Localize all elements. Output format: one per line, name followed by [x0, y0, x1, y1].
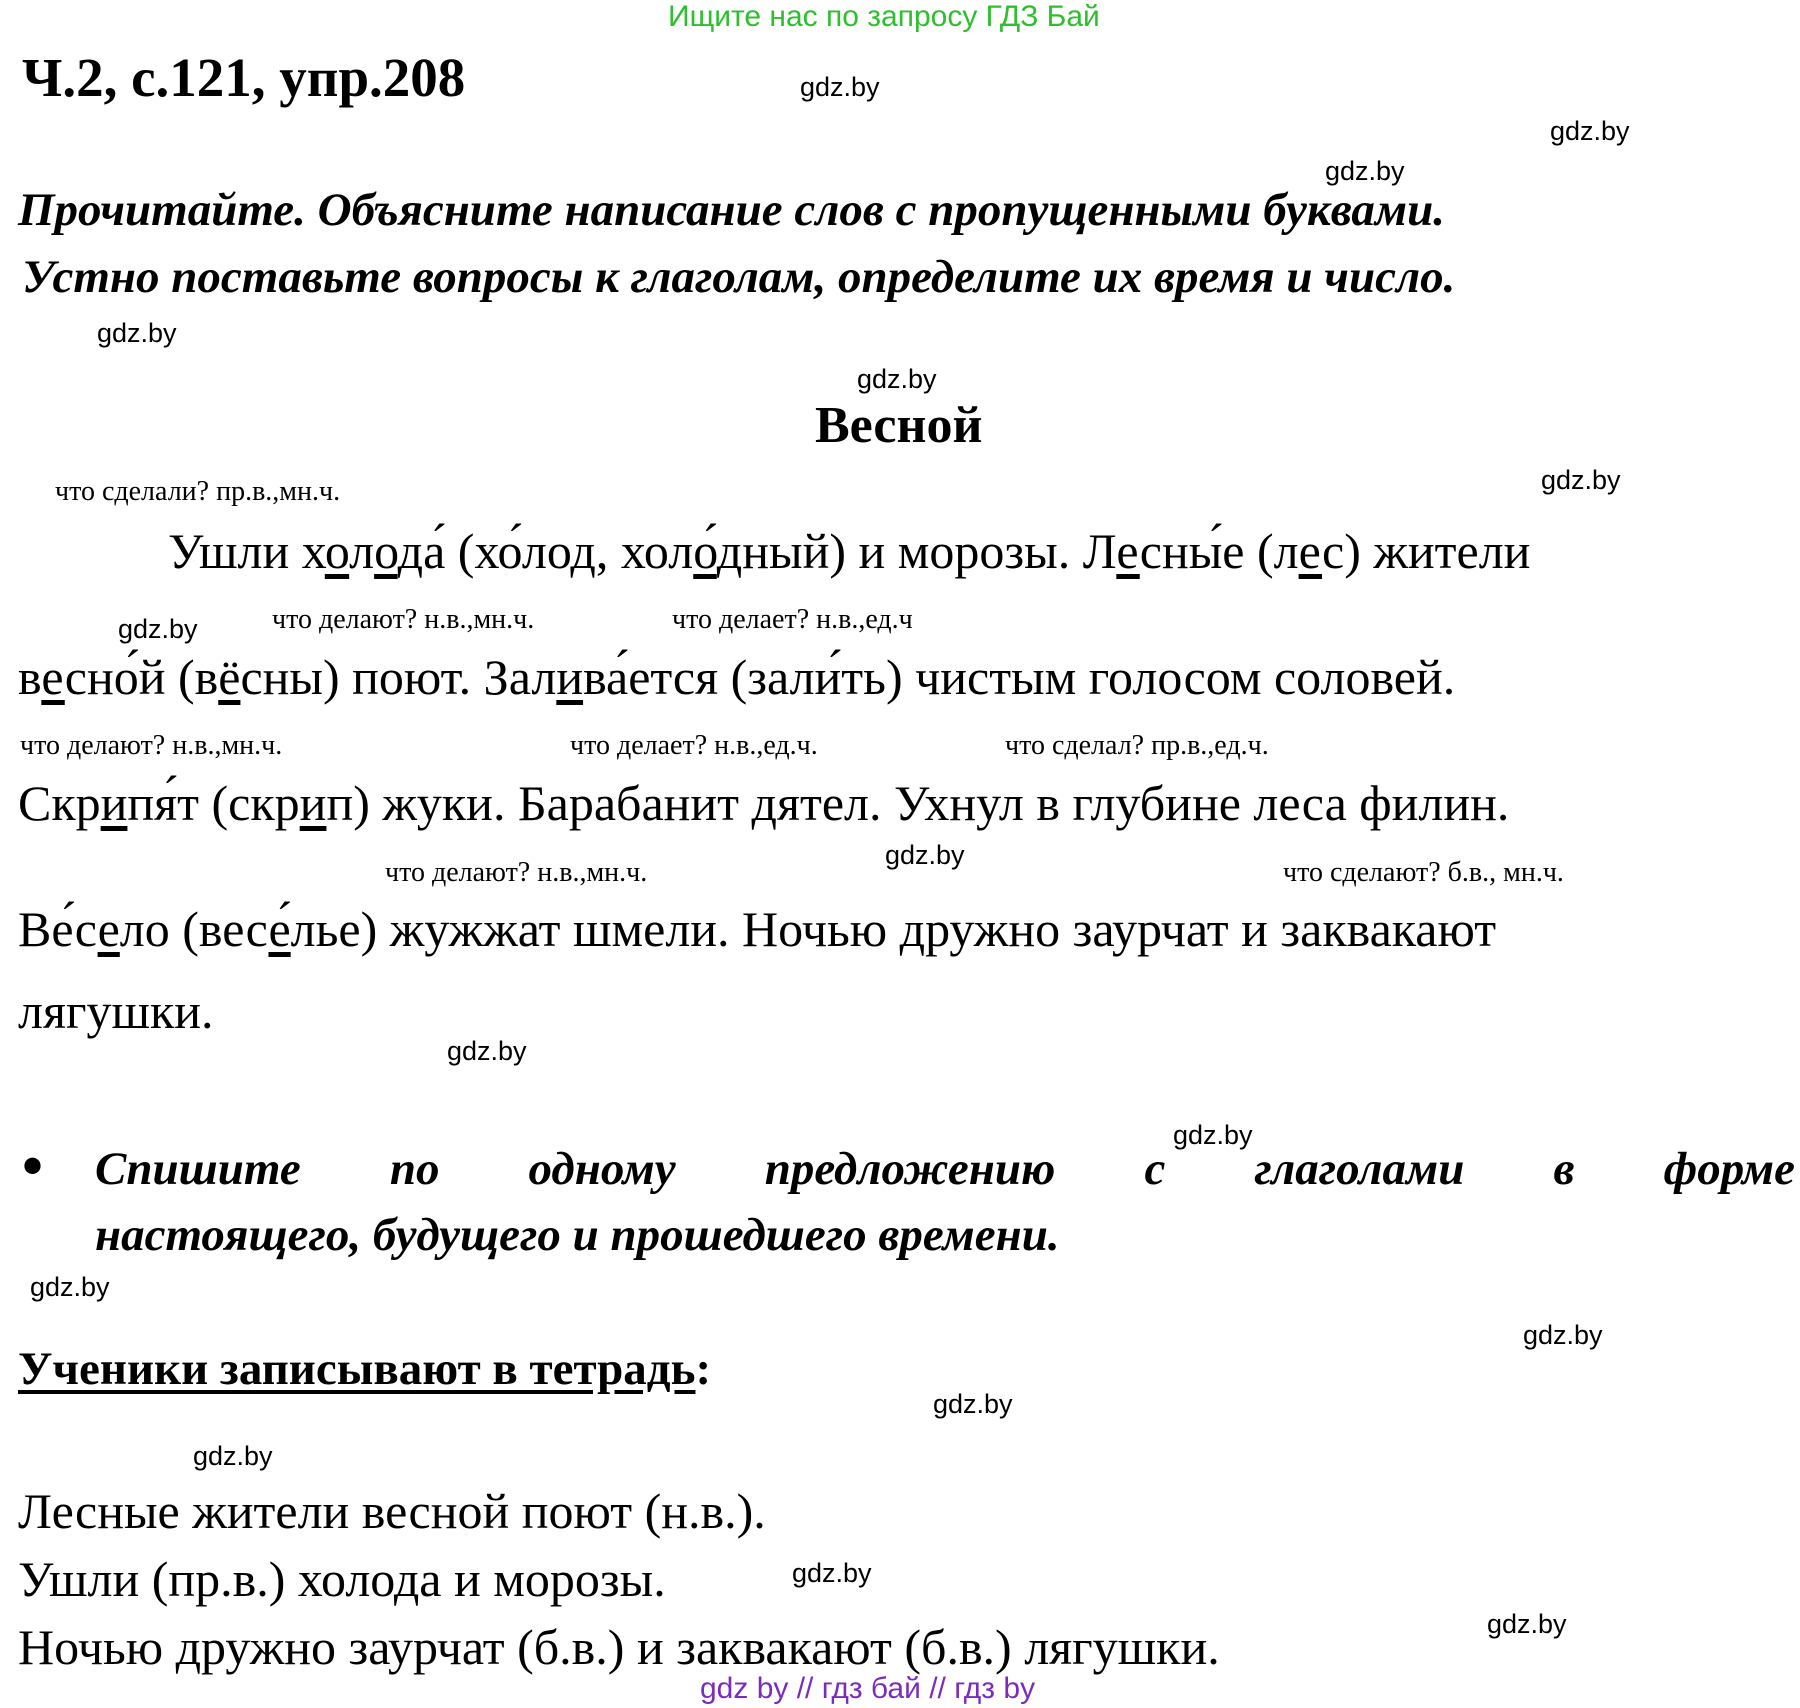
text-line-5: лягушки.	[18, 983, 214, 1039]
task-line-1: Прочитайте. Объясните написание слов с пропущенными буквами.	[18, 184, 1446, 236]
answer-line: Лесные жители весной поют (н.в.).	[18, 1483, 766, 1539]
annotation: что делают? н.в.,мн.ч.	[385, 857, 648, 888]
text-line-3: Скрипя́т (скрип) жуки. Барабанит дятел. Ухнул в глубине леса филин.	[18, 775, 1510, 831]
watermark: gdz.by	[447, 1036, 527, 1066]
watermark: gdz.by	[1325, 156, 1405, 186]
annotation: что сделают? б.в., мн.ч.	[1283, 857, 1564, 888]
top-banner: Ищите нас по запросу ГДЗ Бай	[668, 0, 1100, 33]
watermark: gdz.by	[97, 318, 177, 348]
watermark: gdz.by	[1550, 116, 1630, 146]
watermark: gdz.by	[1541, 465, 1621, 495]
watermark: gdz.by	[193, 1441, 273, 1471]
text-line-4: Ве́село (весе́лье) жужжат шмели. Ночью дружно заурчат и заквакают	[18, 901, 1497, 957]
annotation: что сделал? пр.в.,ед.ч.	[1005, 730, 1269, 761]
watermark: gdz.by	[885, 840, 965, 870]
text-line-1: Ушли холода́ (хо́лод, холо́дный) и морозы. Лесны́е (лес) жители	[168, 523, 1531, 579]
answer-line: Ушли (пр.в.) холода и морозы.	[18, 1551, 666, 1607]
watermark: gdz.by	[792, 1558, 872, 1588]
task-line-2: Устно поставьте вопросы к глаголам, определите их время и число.	[22, 251, 1456, 303]
annotation: что делает? н.в.,ед.ч	[672, 604, 913, 635]
watermark: gdz.by	[1487, 1609, 1567, 1639]
watermark: gdz.by	[118, 614, 198, 644]
answer-heading: Ученики записывают в тетрадь:	[18, 1343, 712, 1395]
watermark: gdz.by	[857, 364, 937, 394]
annotation: что делают? н.в.,мн.ч.	[20, 730, 283, 761]
answer-line: Ночью дружно заурчат (б.в.) и заквакают (б.в.) лягушки.	[18, 1619, 1220, 1675]
annotation: что сделали? пр.в.,мн.ч.	[55, 476, 341, 507]
task2-line-2: настоящего, будущего и прошедшего времени.	[95, 1209, 1060, 1261]
text-title: Весной	[815, 397, 983, 454]
watermark: gdz.by	[933, 1389, 1013, 1419]
annotation: что делает? н.в.,ед.ч.	[570, 730, 818, 761]
text-line-2: весно́й (вёсны) поют. Залива́ется (зали́ть) чистым голосом соловей.	[18, 649, 1456, 705]
bullet: •	[22, 1133, 44, 1199]
annotation: что делают? н.в.,мн.ч.	[272, 604, 535, 635]
footer: gdz by // гдз бай // гдз by	[700, 1672, 1036, 1705]
watermark: gdz.by	[30, 1272, 110, 1302]
watermark: gdz.by	[1173, 1120, 1253, 1150]
task2-line-1: Спишите по одному предложению с глаголами в форме	[95, 1143, 1795, 1195]
watermark: gdz.by	[800, 72, 880, 102]
page-heading: Ч.2, с.121, упр.208	[22, 47, 466, 108]
watermark: gdz.by	[1523, 1320, 1603, 1350]
